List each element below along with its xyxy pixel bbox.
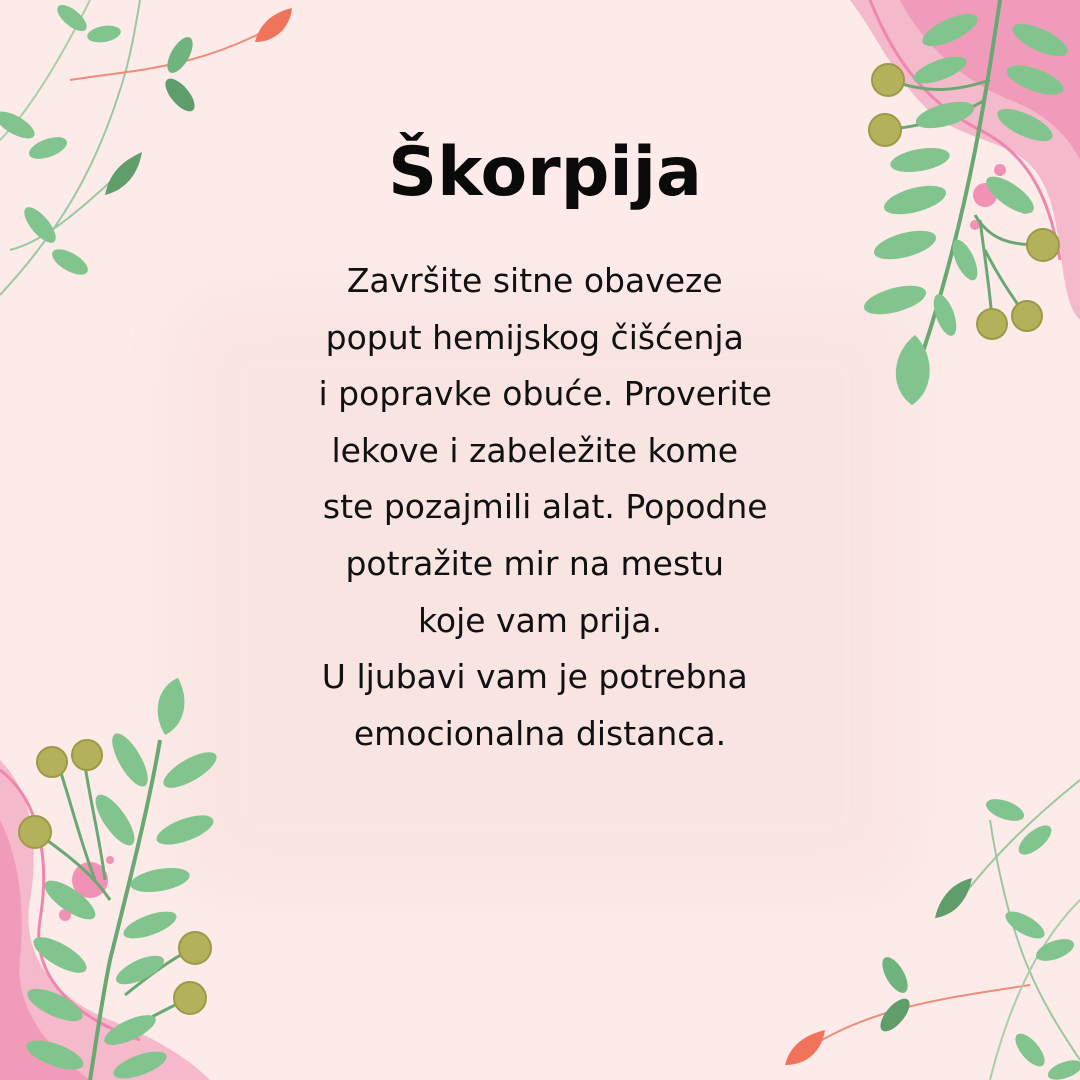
horoscope-line: ste pozajmili alat. Popodne [312, 487, 768, 527]
horoscope-line: potražite mir na mestu [345, 543, 735, 583]
horoscope-line: emocionalna distanca. [353, 713, 727, 753]
horoscope-line: poput hemijskog čišćenja [325, 317, 755, 357]
leafy-branch-bottom-right [785, 780, 1080, 1080]
horoscope-line: lekove i zabeležite kome [331, 430, 749, 470]
horoscope-line: U ljubavi vam je potrebna [321, 657, 759, 697]
horoscope-line: i popravke obuće. Proverite [308, 374, 772, 414]
horoscope-line: koje vam prija. [417, 600, 663, 640]
horoscope-text [0, 253, 1080, 762]
zodiac-title: Škorpija [388, 133, 702, 212]
horoscope-line: Završite sitne obaveze [346, 261, 734, 300]
